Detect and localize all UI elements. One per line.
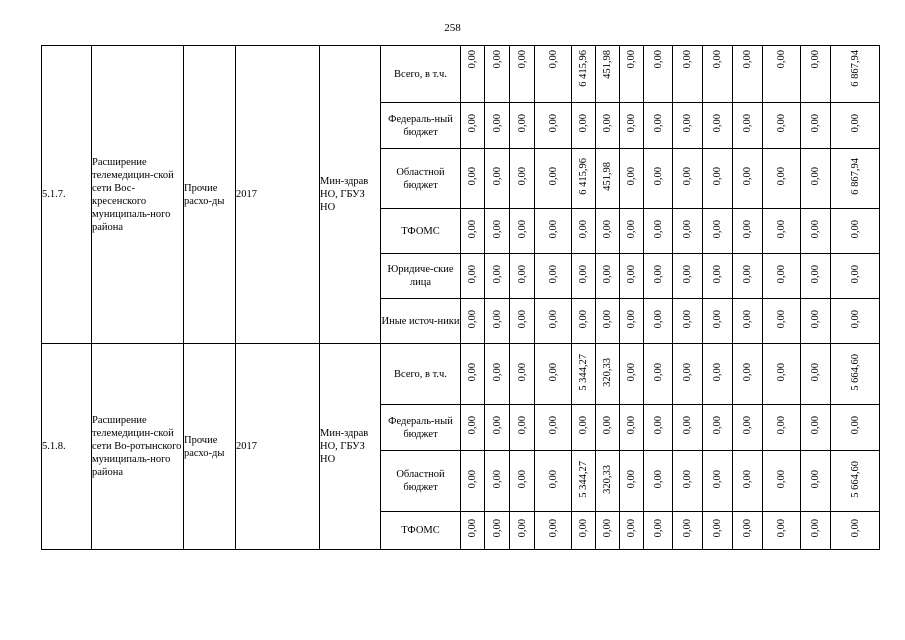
value-cell: 5 664,60: [831, 451, 880, 512]
value-cell: 6 867,94: [831, 149, 880, 209]
value-cell: 0,00: [535, 344, 572, 405]
value-cell: 0,00: [485, 254, 510, 299]
value-cell: 0,00: [673, 103, 703, 149]
value-cell: 0,00: [485, 209, 510, 254]
funding-source: ТФОМС: [381, 512, 461, 550]
value-cell: 0,00: [703, 46, 733, 103]
value-cell: 0,00: [703, 209, 733, 254]
funding-source: Областной бюджет: [381, 149, 461, 209]
value-cell: 0,00: [763, 209, 801, 254]
value-cell: 0,00: [572, 405, 596, 451]
value-cell: 0,00: [703, 405, 733, 451]
item-name: Расширение телемедицин-ской сети Вос-кресенского муниципаль-ного района: [92, 46, 184, 344]
value-cell: 0,00: [831, 299, 880, 344]
value-cell: 0,00: [703, 149, 733, 209]
value-cell: 0,00: [733, 299, 763, 344]
value-cell: 0,00: [831, 512, 880, 550]
value-cell: 0,00: [620, 344, 644, 405]
value-cell: 0,00: [703, 254, 733, 299]
value-cell: 0,00: [733, 46, 763, 103]
value-cell: 0,00: [461, 103, 485, 149]
value-cell: 0,00: [535, 209, 572, 254]
budget-table: [41, 45, 880, 550]
value-cell: 0,00: [801, 344, 831, 405]
value-cell: 0,00: [831, 254, 880, 299]
value-cell: 0,00: [535, 405, 572, 451]
value-cell: 0,00: [644, 344, 673, 405]
value-cell: 0,00: [485, 46, 510, 103]
value-cell: 0,00: [673, 209, 703, 254]
value-cell: 0,00: [763, 46, 801, 103]
value-cell: 0,00: [510, 46, 535, 103]
value-cell: 0,00: [763, 512, 801, 550]
table-row: [42, 46, 880, 103]
value-cell: 0,00: [733, 254, 763, 299]
value-cell: 0,00: [703, 103, 733, 149]
value-cell: 0,00: [485, 149, 510, 209]
funding-source: Иные источ-ники: [381, 299, 461, 344]
expense-type: Прочие расхо-ды: [184, 344, 236, 550]
value-cell: 0,00: [703, 299, 733, 344]
page-number: 258: [444, 22, 461, 34]
value-cell: 0,00: [644, 512, 673, 550]
value-cell: 0,00: [703, 451, 733, 512]
value-cell: 0,00: [620, 46, 644, 103]
value-cell: 0,00: [733, 344, 763, 405]
value-cell: 5 664,60: [831, 344, 880, 405]
value-cell: 0,00: [461, 512, 485, 550]
value-cell: 5 344,27: [572, 344, 596, 405]
value-cell: 0,00: [620, 209, 644, 254]
value-cell: 0,00: [801, 103, 831, 149]
funding-source: Всего, в т.ч.: [381, 344, 461, 405]
value-cell: 0,00: [535, 149, 572, 209]
value-cell: 0,00: [763, 103, 801, 149]
value-cell: 0,00: [831, 209, 880, 254]
value-cell: 0,00: [510, 299, 535, 344]
value-cell: 0,00: [673, 149, 703, 209]
item-name: Расширение телемедицин-ской сети Во-ротынского муниципаль-ного района: [92, 344, 184, 550]
value-cell: 0,00: [703, 344, 733, 405]
value-cell: 0,00: [763, 405, 801, 451]
value-cell: 0,00: [801, 209, 831, 254]
value-cell: 0,00: [535, 299, 572, 344]
value-cell: 0,00: [461, 344, 485, 405]
funding-source: Областной бюджет: [381, 451, 461, 512]
value-cell: 0,00: [572, 512, 596, 550]
value-cell: 0,00: [620, 103, 644, 149]
value-cell: 0,00: [535, 254, 572, 299]
value-cell: 0,00: [461, 405, 485, 451]
value-cell: 0,00: [673, 451, 703, 512]
value-cell: 320,33: [596, 451, 620, 512]
value-cell: 0,00: [510, 103, 535, 149]
value-cell: 0,00: [510, 451, 535, 512]
value-cell: 0,00: [733, 451, 763, 512]
value-cell: 0,00: [703, 512, 733, 550]
value-cell: 320,33: [596, 344, 620, 405]
item-year: 2017: [236, 46, 320, 344]
value-cell: 5 344,27: [572, 451, 596, 512]
value-cell: 0,00: [510, 344, 535, 405]
value-cell: 0,00: [596, 405, 620, 451]
value-cell: 0,00: [485, 512, 510, 550]
value-cell: 0,00: [535, 103, 572, 149]
value-cell: 0,00: [572, 103, 596, 149]
value-cell: 0,00: [620, 149, 644, 209]
value-cell: 0,00: [831, 405, 880, 451]
value-cell: 0,00: [801, 512, 831, 550]
table-row: [42, 344, 880, 405]
value-cell: 0,00: [535, 46, 572, 103]
value-cell: 0,00: [801, 254, 831, 299]
item-executor: Мин-здрав НО, ГБУЗ НО: [320, 344, 381, 550]
value-cell: 0,00: [644, 103, 673, 149]
value-cell: 0,00: [461, 451, 485, 512]
value-cell: 0,00: [644, 209, 673, 254]
value-cell: 6 415,96: [572, 46, 596, 103]
value-cell: 0,00: [572, 209, 596, 254]
value-cell: 0,00: [673, 46, 703, 103]
item-code: 5.1.7.: [42, 46, 92, 344]
value-cell: 0,00: [763, 344, 801, 405]
value-cell: 0,00: [733, 512, 763, 550]
value-cell: 0,00: [485, 103, 510, 149]
value-cell: 0,00: [596, 103, 620, 149]
value-cell: 0,00: [461, 209, 485, 254]
item-executor: Мин-здрав НО, ГБУЗ НО: [320, 46, 381, 344]
value-cell: 451,98: [596, 149, 620, 209]
value-cell: 0,00: [763, 451, 801, 512]
value-cell: 0,00: [572, 254, 596, 299]
value-cell: 0,00: [510, 512, 535, 550]
value-cell: 0,00: [485, 299, 510, 344]
value-cell: 0,00: [485, 405, 510, 451]
funding-source: Юридиче-ские лица: [381, 254, 461, 299]
value-cell: 0,00: [673, 254, 703, 299]
value-cell: 0,00: [596, 254, 620, 299]
value-cell: 451,98: [596, 46, 620, 103]
value-cell: 0,00: [801, 299, 831, 344]
value-cell: 0,00: [733, 149, 763, 209]
value-cell: 0,00: [535, 512, 572, 550]
funding-source: Федераль-ный бюджет: [381, 103, 461, 149]
value-cell: 0,00: [801, 405, 831, 451]
value-cell: 0,00: [461, 254, 485, 299]
value-cell: 0,00: [572, 299, 596, 344]
item-code: 5.1.8.: [42, 344, 92, 550]
value-cell: 0,00: [644, 149, 673, 209]
value-cell: 0,00: [485, 451, 510, 512]
value-cell: 0,00: [596, 209, 620, 254]
value-cell: 0,00: [510, 405, 535, 451]
value-cell: 0,00: [510, 149, 535, 209]
value-cell: 0,00: [673, 405, 703, 451]
item-year: 2017: [236, 344, 320, 550]
value-cell: 0,00: [733, 209, 763, 254]
value-cell: 0,00: [733, 405, 763, 451]
value-cell: 0,00: [620, 451, 644, 512]
value-cell: 6 415,96: [572, 149, 596, 209]
value-cell: 0,00: [596, 512, 620, 550]
value-cell: 0,00: [801, 149, 831, 209]
value-cell: 0,00: [510, 254, 535, 299]
value-cell: 0,00: [620, 512, 644, 550]
value-cell: 0,00: [644, 451, 673, 512]
value-cell: 0,00: [644, 46, 673, 103]
value-cell: 0,00: [620, 299, 644, 344]
value-cell: 0,00: [535, 451, 572, 512]
value-cell: 0,00: [763, 149, 801, 209]
value-cell: 0,00: [620, 254, 644, 299]
value-cell: 0,00: [801, 451, 831, 512]
value-cell: 0,00: [644, 299, 673, 344]
value-cell: 0,00: [673, 512, 703, 550]
value-cell: 0,00: [620, 405, 644, 451]
value-cell: 0,00: [673, 344, 703, 405]
value-cell: 0,00: [461, 299, 485, 344]
value-cell: 0,00: [644, 405, 673, 451]
funding-source: Федераль-ный бюджет: [381, 405, 461, 451]
value-cell: 0,00: [485, 344, 510, 405]
value-cell: 0,00: [801, 46, 831, 103]
value-cell: 0,00: [461, 46, 485, 103]
value-cell: 0,00: [461, 149, 485, 209]
value-cell: 0,00: [763, 254, 801, 299]
expense-type: Прочие расхо-ды: [184, 46, 236, 344]
value-cell: 6 867,94: [831, 46, 880, 103]
value-cell: 0,00: [763, 299, 801, 344]
value-cell: 0,00: [673, 299, 703, 344]
value-cell: 0,00: [831, 103, 880, 149]
value-cell: 0,00: [596, 299, 620, 344]
funding-source: ТФОМС: [381, 209, 461, 254]
funding-source: Всего, в т.ч.: [381, 46, 461, 103]
value-cell: 0,00: [510, 209, 535, 254]
value-cell: 0,00: [644, 254, 673, 299]
value-cell: 0,00: [733, 103, 763, 149]
